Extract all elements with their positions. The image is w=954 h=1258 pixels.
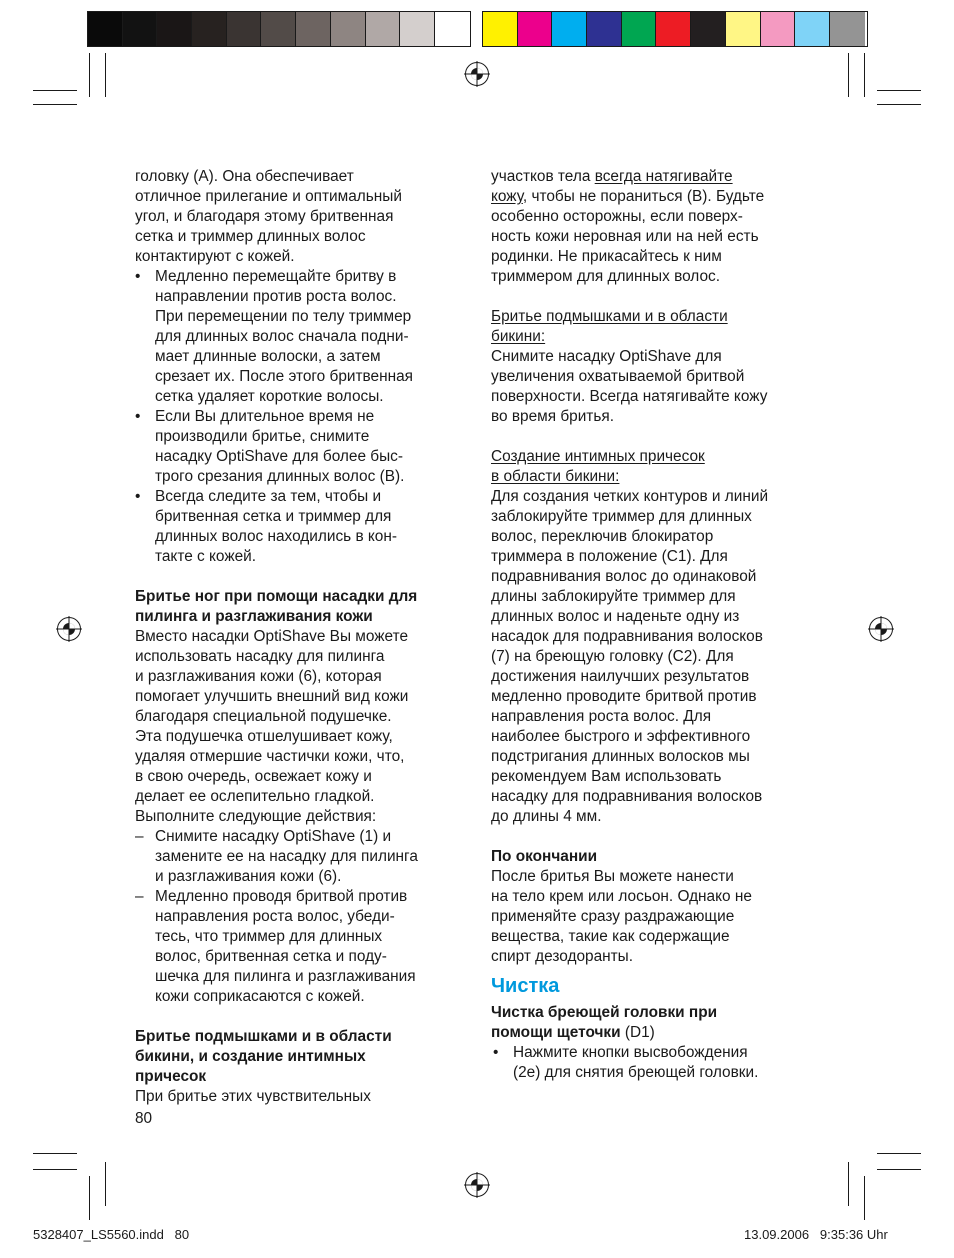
color-swatch bbox=[761, 12, 796, 46]
color-swatch bbox=[331, 12, 366, 46]
color-swatch bbox=[435, 12, 470, 46]
text-line: угол, и благодаря этому бритвенная bbox=[135, 208, 394, 225]
text-line: бритвенная сетка и триммер для bbox=[155, 508, 392, 525]
text-line bbox=[491, 187, 821, 207]
text-line: При бритье этих чувствительных bbox=[135, 1088, 371, 1105]
text-line: триммером для длинных волос. bbox=[491, 268, 720, 285]
text-line: триммера в положение (C1). Для bbox=[491, 548, 728, 565]
text-line: Выполните следующие действия: bbox=[135, 808, 377, 825]
crop-mark bbox=[864, 1176, 865, 1220]
text-line: Снимите насадку OptiShave для bbox=[491, 348, 722, 365]
crop-mark bbox=[33, 90, 77, 91]
styling-subheading bbox=[491, 447, 821, 487]
left-text-column bbox=[135, 167, 470, 1107]
crop-mark bbox=[33, 1153, 77, 1154]
text-line: достижения наилучших результатов bbox=[491, 668, 750, 685]
text-line: особенно осторожны, если поверх- bbox=[491, 208, 743, 225]
text-line: Если Вы длительное время не bbox=[155, 408, 375, 425]
color-swatch bbox=[830, 12, 865, 46]
text-line: кожи соприкасаются с кожей. bbox=[155, 988, 365, 1005]
text-line: трого срезания длинных волос (B). bbox=[155, 468, 405, 485]
continuation-paragraph bbox=[491, 167, 821, 287]
text-line: длины заблокируйте триммер для bbox=[491, 588, 736, 605]
after-shaving-heading: По окончании bbox=[491, 848, 598, 865]
text-line: подравнивания волос до одинаковой bbox=[491, 568, 757, 585]
right-text-column bbox=[491, 167, 821, 1083]
text-line: родинки. Не прикасайтесь к ним bbox=[491, 248, 722, 265]
text-line: вещества, такие как содержащие bbox=[491, 928, 730, 945]
grayscale-color-bar bbox=[87, 11, 471, 47]
text-line: спирт дезодоранты. bbox=[491, 948, 634, 965]
subheading-line: бикини: bbox=[491, 328, 546, 345]
legs-section-heading bbox=[135, 587, 470, 627]
color-swatch bbox=[691, 12, 726, 46]
text-line: Всегда следите за тем, чтобы и bbox=[155, 488, 382, 505]
text-line: волос, бритвенная сетка и поду- bbox=[155, 948, 387, 965]
text-line: Вместо насадки OptiShave Вы можете bbox=[135, 628, 409, 645]
text-line: (2e) для снятия бреющей головки. bbox=[513, 1064, 759, 1081]
intro-paragraph bbox=[135, 167, 470, 267]
crop-mark bbox=[89, 53, 90, 97]
heading-line: Чистка бреющей головки при bbox=[491, 1004, 718, 1021]
registration-mark-icon bbox=[464, 61, 490, 87]
text-line: Медленно проводя бритвой против bbox=[155, 888, 408, 905]
heading-line: причесок bbox=[135, 1068, 207, 1085]
crop-mark bbox=[877, 104, 921, 105]
crop-mark bbox=[33, 1169, 77, 1170]
subheading-line: Создание интимных причесок bbox=[491, 448, 705, 465]
underlined-text: кожу bbox=[491, 188, 523, 205]
heading-line: Бритье ног при помощи насадки для bbox=[135, 588, 418, 605]
registration-mark-icon bbox=[868, 616, 894, 642]
cleaning-section-title: Чистка bbox=[491, 975, 560, 997]
bullet-mark: • bbox=[135, 268, 141, 285]
text-line: Эта подушечка отшелушивает кожу, bbox=[135, 728, 393, 745]
crop-mark bbox=[848, 1162, 849, 1206]
crop-mark bbox=[877, 90, 921, 91]
text-fragment: участков тела bbox=[491, 168, 595, 185]
bullet-item bbox=[491, 1043, 821, 1083]
text-line: контактируют с кожей. bbox=[135, 248, 295, 265]
text-line: благодаря специальной подушечке. bbox=[135, 708, 392, 725]
text-line: (7) на бреющую головку (C2). Для bbox=[491, 648, 734, 665]
text-line: и разглаживания кожи (6), которая bbox=[135, 668, 382, 685]
color-swatch bbox=[192, 12, 227, 46]
color-swatch bbox=[400, 12, 435, 46]
text-line: применяйте сразу раздражающие bbox=[491, 908, 735, 925]
text-line: на тело крем или лосьон. Однако не bbox=[491, 888, 752, 905]
dash-mark: – bbox=[135, 888, 144, 905]
heading-fragment: помощи щеточки bbox=[491, 1024, 621, 1041]
text-line: Медленно перемещайте бритву в bbox=[155, 268, 397, 285]
bullet-item bbox=[135, 267, 470, 407]
footer-timestamp: 13.09.2006 9:35:36 Uhr bbox=[744, 1227, 888, 1242]
text-line: срезает их. После этого бритвенная bbox=[155, 368, 413, 385]
crop-mark bbox=[105, 1162, 106, 1206]
subheading-line: Бритье подмышками и в области bbox=[491, 308, 728, 325]
color-swatch bbox=[157, 12, 192, 46]
color-swatch bbox=[726, 12, 761, 46]
text-line: производили бритье, снимите bbox=[155, 428, 370, 445]
bikini-subheading bbox=[491, 307, 821, 347]
crop-mark bbox=[877, 1169, 921, 1170]
text-line: во время бритья. bbox=[491, 408, 614, 425]
text-line: направления роста волос, убеди- bbox=[155, 908, 395, 925]
brush-cleaning-heading bbox=[491, 1003, 821, 1043]
color-swatch bbox=[518, 12, 553, 46]
bullet-mark: • bbox=[135, 408, 141, 425]
heading-line: бикини, и создание интимных bbox=[135, 1048, 366, 1065]
text-line: поверхности. Всегда натягивайте кожу bbox=[491, 388, 768, 405]
heading-line: Бритье подмышками и в области bbox=[135, 1028, 392, 1045]
text-line: сетка и триммер длинных волос bbox=[135, 228, 366, 245]
text-line: удаляя отмершие частички кожи, что, bbox=[135, 748, 405, 765]
color-swatch bbox=[227, 12, 262, 46]
crop-mark bbox=[33, 104, 77, 105]
text-line: Нажмите кнопки высвобождения bbox=[513, 1044, 748, 1061]
text-line: до длины 4 мм. bbox=[491, 808, 602, 825]
text-line: подстригания длинных волосков мы bbox=[491, 748, 750, 765]
text-line: шечка для пилинга и разглаживания bbox=[155, 968, 416, 985]
registration-mark-icon bbox=[464, 1172, 490, 1198]
color-swatch bbox=[123, 12, 158, 46]
page-number: 80 bbox=[135, 1110, 153, 1127]
bullet-mark: • bbox=[493, 1044, 499, 1061]
text-line: длинных волос находились в кон- bbox=[155, 528, 397, 545]
color-swatch bbox=[483, 12, 518, 46]
text-line: насадку для подравнивания волосков bbox=[491, 788, 763, 805]
text-line: рекомендуем Вам использовать bbox=[491, 768, 722, 785]
text-line: насадку OptiShave для более быс- bbox=[155, 448, 403, 465]
text-line: такте с кожей. bbox=[155, 548, 257, 565]
process-color-bar bbox=[482, 11, 868, 47]
text-line: длинных волос и наденьте одну из bbox=[491, 608, 740, 625]
color-swatch bbox=[366, 12, 401, 46]
text-line: в свою очередь, освежает кожу и bbox=[135, 768, 372, 785]
underlined-text: всегда натягивайте bbox=[594, 168, 733, 185]
text-line: направления роста волос. Для bbox=[491, 708, 712, 725]
crop-mark bbox=[877, 1153, 921, 1154]
footer-file-info: 5328407_LS5560.indd 80 bbox=[33, 1227, 190, 1242]
dash-item bbox=[135, 827, 470, 887]
text-line: направлении против роста волос. bbox=[155, 288, 397, 305]
text-line: увеличения охватываемой бритвой bbox=[491, 368, 745, 385]
text-line: для длинных волос сначала подни- bbox=[155, 328, 409, 345]
text-line: и разглаживания кожи (6). bbox=[155, 868, 342, 885]
text-line: При перемещении по телу триммер bbox=[155, 308, 412, 325]
crop-mark bbox=[105, 53, 106, 97]
text-line: мает длинные волоски, а затем bbox=[155, 348, 381, 365]
text-fragment: , чтобы не пораниться (B). Будьте bbox=[522, 188, 765, 205]
crop-mark bbox=[864, 53, 865, 97]
text-line: помогает улучшить внешний вид кожи bbox=[135, 688, 409, 705]
text-line: После бритья Вы можете нанести bbox=[491, 868, 734, 885]
text-line: наиболее быстрого и эффективного bbox=[491, 728, 751, 745]
color-swatch bbox=[587, 12, 622, 46]
color-swatch bbox=[656, 12, 691, 46]
bullet-item bbox=[135, 407, 470, 487]
color-swatch bbox=[622, 12, 657, 46]
after-shaving-body bbox=[491, 867, 821, 967]
figure-reference: (D1) bbox=[620, 1024, 655, 1041]
styling-body bbox=[491, 487, 821, 827]
legs-section-body bbox=[135, 627, 470, 827]
dash-mark: – bbox=[135, 828, 144, 845]
color-swatch bbox=[88, 12, 123, 46]
text-line: тесь, что триммер для длинных bbox=[155, 928, 383, 945]
text-line: Для создания четких контуров и линий bbox=[491, 488, 769, 505]
text-line: головку (A). Она обеспечивает bbox=[135, 168, 354, 185]
color-swatch bbox=[795, 12, 830, 46]
text-line: сетка удаляет короткие волосы. bbox=[155, 388, 384, 405]
dash-item bbox=[135, 887, 470, 1007]
bikini-body bbox=[491, 347, 821, 427]
color-swatch bbox=[296, 12, 331, 46]
text-line: заблокируйте триммер для длинных bbox=[491, 508, 752, 525]
text-line: замените ее на насадку для пилинга bbox=[155, 848, 418, 865]
text-line: медленно проводите бритвой против bbox=[491, 688, 757, 705]
text-line: делает ее ослепительно гладкой. bbox=[135, 788, 375, 805]
text-line bbox=[491, 167, 821, 187]
text-line: Снимите насадку OptiShave (1) и bbox=[155, 828, 392, 845]
crop-mark bbox=[89, 1176, 90, 1220]
heading-line: пилинга и разглаживания кожи bbox=[135, 608, 373, 625]
bullet-mark: • bbox=[135, 488, 141, 505]
color-swatch bbox=[261, 12, 296, 46]
armpit-section-body bbox=[135, 1087, 470, 1107]
crop-mark bbox=[848, 53, 849, 97]
bullet-item bbox=[135, 487, 470, 567]
heading-line bbox=[491, 1023, 821, 1043]
text-line: использовать насадку для пилинга bbox=[135, 648, 385, 665]
registration-mark-icon bbox=[56, 616, 82, 642]
armpit-section-heading bbox=[135, 1027, 470, 1087]
subheading-line: в области бикини: bbox=[491, 468, 620, 485]
text-line: отличное прилегание и оптимальный bbox=[135, 188, 402, 205]
text-line: волос, переключив блокиратор bbox=[491, 528, 714, 545]
text-line: ность кожи неровная или на ней есть bbox=[491, 228, 759, 245]
text-line: насадок для подравнивания волосков bbox=[491, 628, 763, 645]
color-swatch bbox=[552, 12, 587, 46]
